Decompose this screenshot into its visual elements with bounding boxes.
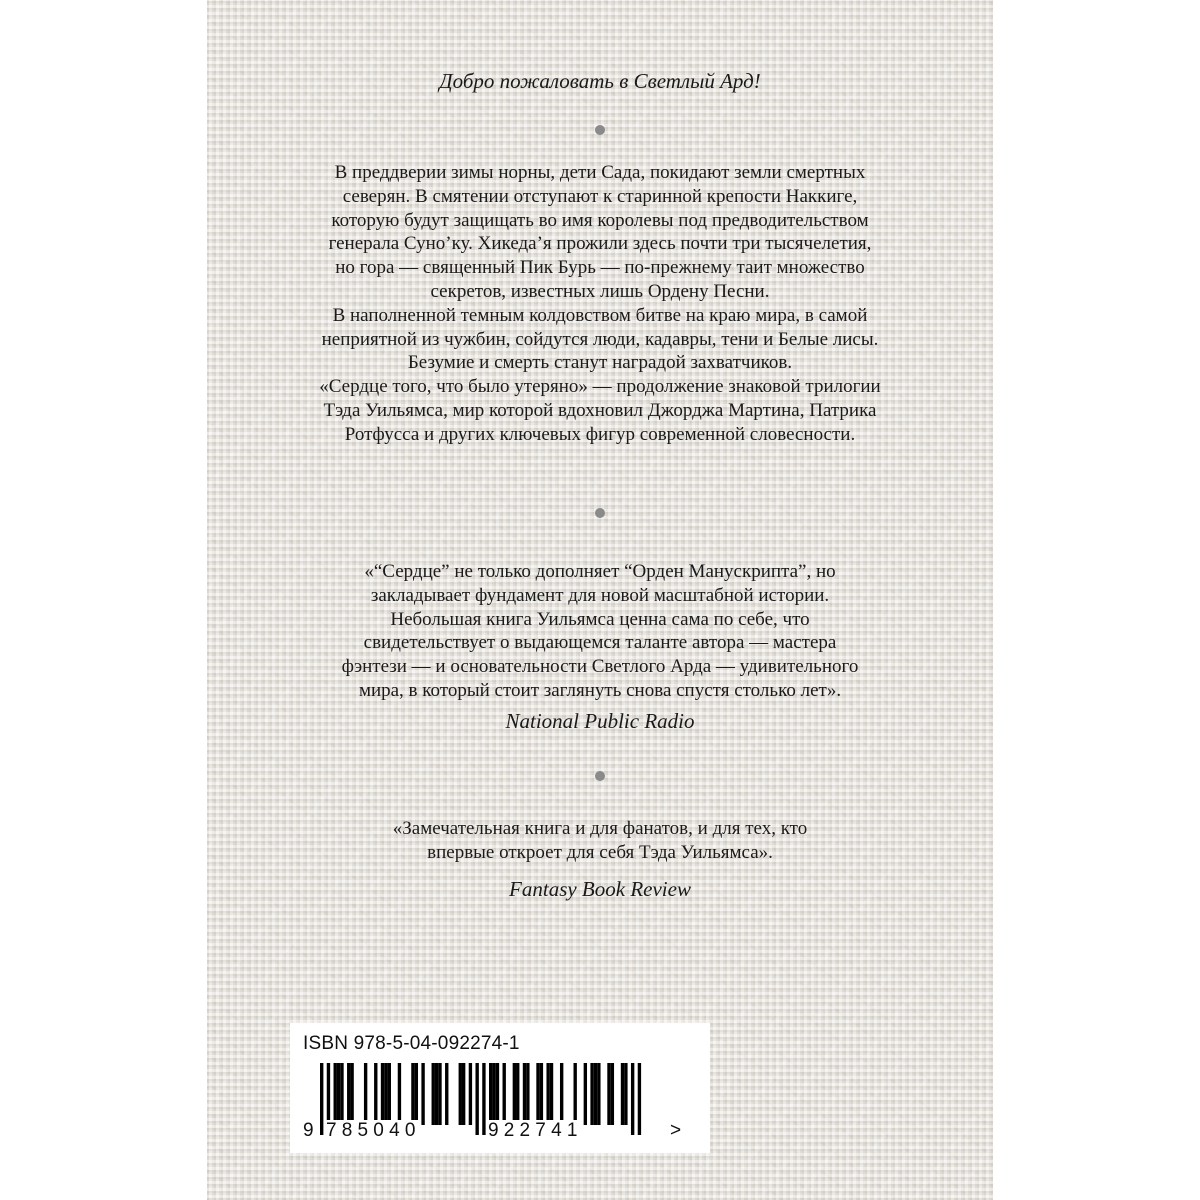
quote-line: мира, в который стоит заглянуть снова спустя столько лет».	[358, 679, 842, 701]
barcode-bar	[411, 1063, 414, 1125]
barcode-bar	[374, 1063, 377, 1125]
barcode-bar	[340, 1063, 343, 1125]
barcode-bar	[503, 1063, 506, 1125]
description-line: В наполненной темным колдовством битве на краю мира, в самой	[332, 304, 868, 326]
barcode-guard-bar	[482, 1063, 485, 1135]
barcode-bar	[540, 1063, 543, 1125]
barcode-bar	[492, 1063, 495, 1125]
description-line: которую будут защищать во имя королевы под предводительством	[331, 209, 869, 231]
quote-line: «“Сердце” не только дополняет “Орден Манускрипта”, но	[364, 561, 836, 582]
barcode-bar	[347, 1063, 350, 1125]
quote-line: впервые откроет для себя Тэда Уильямса».	[427, 841, 773, 863]
barcode-bar	[513, 1063, 516, 1125]
quote-line: свидетельствует о выдающемся таланте автора — мастера	[363, 632, 837, 654]
barcode-bar	[560, 1063, 563, 1125]
barcode-bar	[384, 1063, 387, 1125]
barcode-bar	[459, 1063, 462, 1125]
review-quote-npr	[207, 560, 993, 703]
barcode-bar	[435, 1063, 438, 1125]
barcode-bar	[550, 1063, 553, 1125]
barcode-panel	[290, 1023, 710, 1153]
barcode-bar	[594, 1063, 597, 1125]
barcode-bar	[469, 1063, 472, 1125]
quote-source-npr: National Public Radio	[505, 709, 695, 733]
barcode-bar	[381, 1063, 384, 1125]
barcode-bar	[597, 1063, 600, 1125]
separator-dot	[595, 771, 605, 781]
barcode-bar	[388, 1063, 391, 1125]
barcode-arrow: >	[670, 1120, 682, 1141]
barcode-bar	[415, 1063, 418, 1125]
description-line: северян. В смятении отступают к старинной крепости Наккиге,	[342, 185, 858, 207]
quote-line: Небольшая книга Уильямса ценна сама по себе, что	[390, 608, 810, 630]
barcode-bar	[421, 1063, 424, 1125]
barcode-bar	[607, 1063, 610, 1125]
description-line: генерала Суно’ку. Хикеда’я прожили здесь почти три тысячелетия,	[328, 233, 872, 255]
barcode-guard-bar	[631, 1063, 634, 1135]
barcode-digits-left: 785040	[326, 1120, 421, 1141]
description-line: неприятной из чужбин, сойдутся люди, кадавры, тени и Белые лисы.	[321, 328, 879, 350]
barcode-guard-bar	[475, 1063, 478, 1135]
barcode-bar	[590, 1063, 593, 1125]
separator-dot	[595, 125, 605, 135]
separator-dot	[595, 508, 605, 518]
barcode-bar	[523, 1063, 526, 1125]
isbn-label: ISBN 978-5-04-092274-1	[303, 1033, 520, 1054]
review-quote-fbr	[207, 817, 993, 865]
book-back-cover	[207, 0, 993, 1200]
barcode-bar	[516, 1063, 519, 1125]
barcode-bar	[462, 1063, 465, 1125]
barcode-bar	[536, 1063, 539, 1125]
barcode-bar	[337, 1063, 340, 1125]
barcode-bar	[334, 1063, 337, 1125]
quote-source-fbr: Fantasy Book Review	[509, 877, 691, 901]
barcode-guard-bar	[320, 1063, 323, 1135]
barcode-bar	[445, 1063, 448, 1125]
description	[207, 161, 993, 447]
barcode-bar	[364, 1063, 367, 1125]
barcode-bar	[621, 1063, 624, 1125]
quote-line: «Замечательная книга и для фанатов, и для тех, кто	[392, 818, 808, 839]
description-line: Безумие и смерть станут наградой захватчиков.	[407, 352, 793, 374]
description-line: «Сердце того, что было утеряно» — продолжение знаковой трилогии	[319, 376, 881, 398]
barcode-bar	[496, 1063, 499, 1125]
description-line: Ротфусса и других ключевых фигур современной словесности.	[344, 423, 856, 445]
description-line: секретов, известных лишь Ордену Песни.	[430, 280, 770, 302]
barcode-bar	[574, 1063, 577, 1125]
barcode-guard-bar	[638, 1063, 641, 1135]
barcode-bar	[489, 1063, 492, 1125]
quote-line: закладывает фундамент для новой масштабной истории.	[370, 584, 830, 606]
description-line: Тэда Уильямса, мир которой вдохновил Джорджа Мартина, Патрика	[323, 399, 877, 421]
barcode-bar	[611, 1063, 614, 1125]
barcode-bar	[438, 1063, 441, 1125]
barcode-bar	[350, 1063, 353, 1125]
barcode-bar	[398, 1063, 401, 1125]
barcode-digit-first: 9	[303, 1120, 314, 1141]
barcode-bar	[584, 1063, 587, 1125]
barcode-digits-right: 922741	[488, 1120, 583, 1141]
barcode-bar	[432, 1063, 435, 1125]
barcode-bar	[546, 1063, 549, 1125]
quote-line: фэнтези — и основательности Светлого Арда — удивительного	[341, 656, 859, 678]
barcode-bar	[526, 1063, 529, 1125]
description-line: но гора — священный Пик Бурь — по-прежнему таит множество	[335, 257, 865, 279]
tagline: Добро пожаловать в Светлый Ард!	[439, 69, 761, 93]
barcode-bar	[624, 1063, 627, 1125]
description-line: В преддверии зимы норны, дети Сада, покидают земли смертных	[334, 162, 866, 183]
